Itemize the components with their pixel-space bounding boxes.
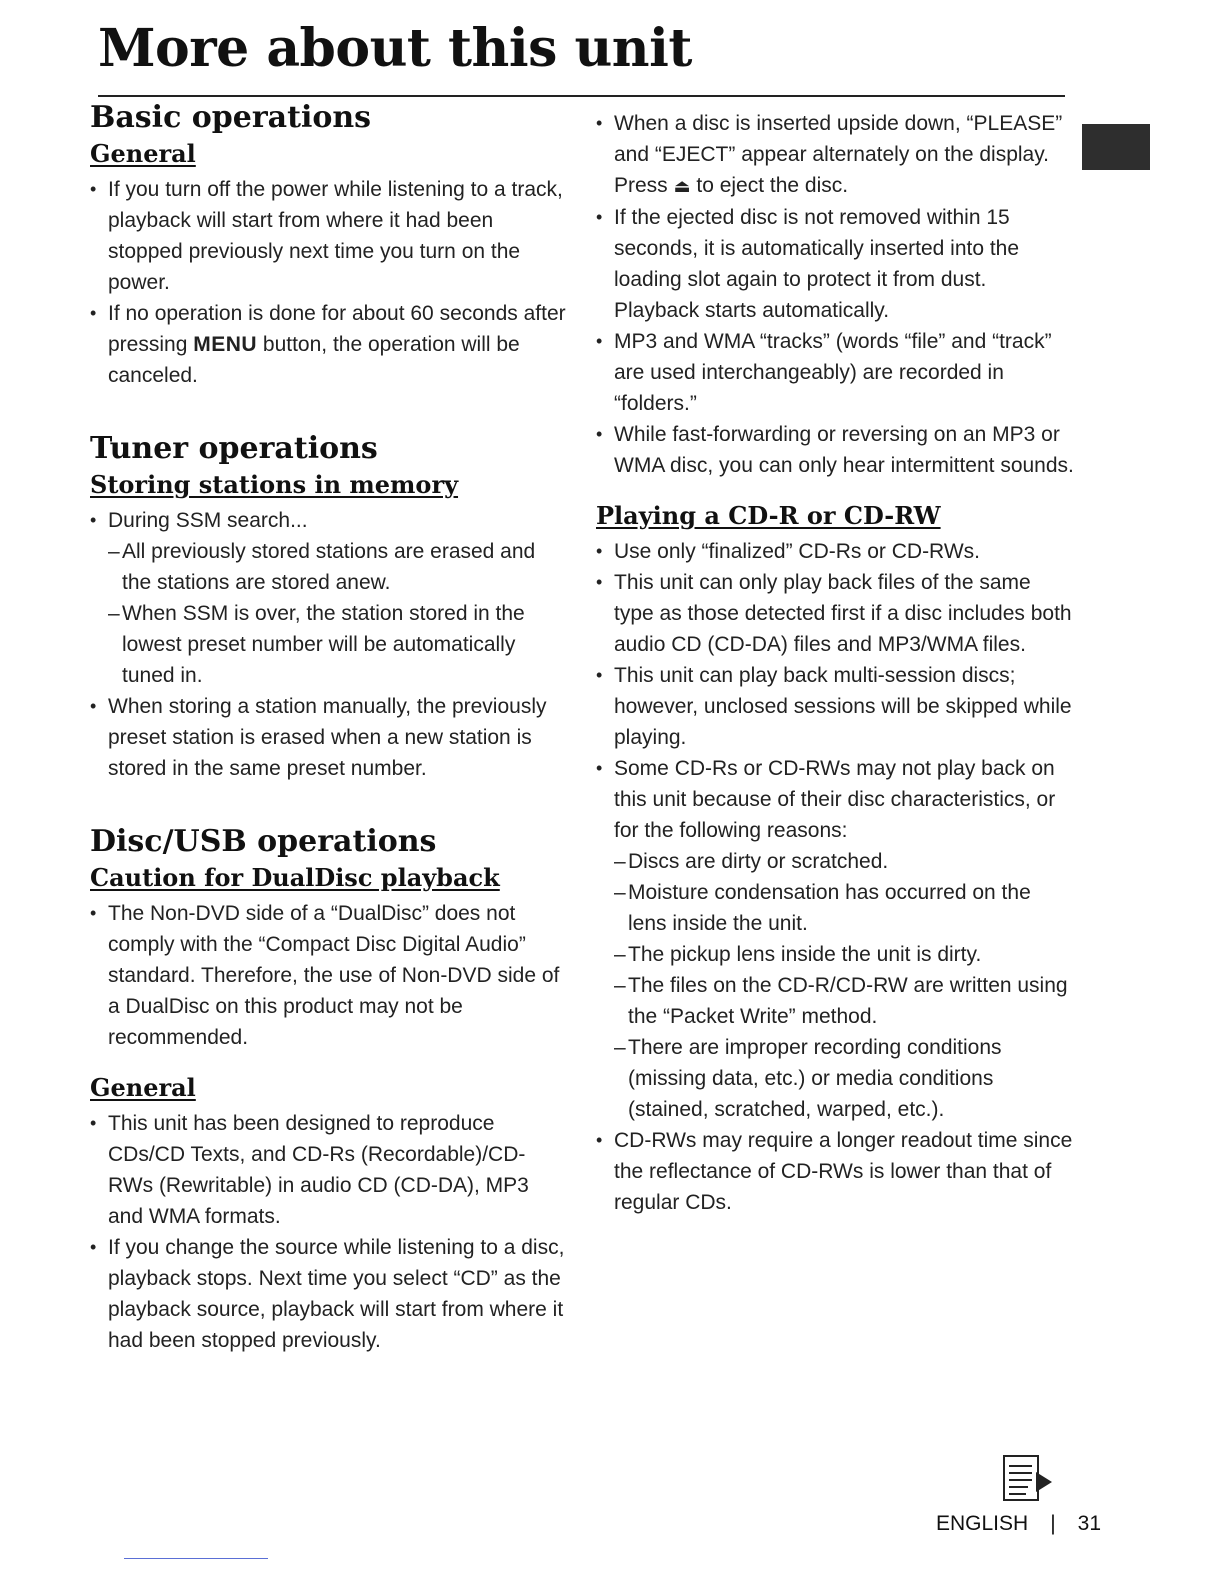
sub-list-item: – The pickup lens inside the unit is dirty. — [614, 939, 1074, 970]
left-column — [90, 100, 568, 1356]
sub-list-item: – Moisture condensation has occurred on the lens inside the unit. — [614, 877, 1074, 939]
basic-operations-heading: Basic operations — [90, 100, 372, 135]
basic-general-list — [90, 174, 568, 391]
menu-key-label: MENU — [193, 333, 258, 356]
sub-list — [614, 846, 1074, 1125]
text-segment: If no operation is done for about 60 seconds after pressing — [108, 302, 566, 356]
text-segment: to eject the disc. — [690, 174, 849, 197]
page-number: 31 — [1077, 1512, 1102, 1535]
list-item: • This unit can play back multi-session discs; however, unclosed sessions will be skipped while playing. — [596, 660, 1074, 753]
right-column — [596, 108, 1074, 1218]
cd-r-rw-heading: Playing a CD-R or CD-RW — [596, 501, 941, 530]
page-title: More about this unit — [98, 18, 692, 79]
storing-stations-list — [90, 505, 568, 784]
text-segment: During SSM search... — [108, 509, 308, 532]
list-item: • Use only “finalized” CD-Rs or CD-RWs. — [596, 536, 1074, 567]
disc-notes-list — [596, 108, 1074, 481]
list-item: • The Non-DVD side of a “DualDisc” does not comply with the “Compact Disc Digital Audio” standard. Therefore, the use of Non-DVD side of a DualDisc on this product may not be recommended. — [90, 898, 568, 1053]
sub-list-item: – All previously stored stations are erased and the stations are stored anew. — [108, 536, 568, 598]
list-item: • MP3 and WMA “tracks” (words “file” and “track” are used interchangeably) are recorded in “folders.” — [596, 326, 1074, 419]
basic-general-heading: General — [90, 139, 196, 168]
tuner-operations-heading: Tuner operations — [90, 431, 378, 466]
disc-usb-operations-heading: Disc/USB operations — [90, 824, 437, 859]
text-segment: Some CD-Rs or CD-RWs may not play back on this unit because of their disc characteristics, or for the following reasons: — [614, 757, 1056, 842]
list-item: • When storing a station manually, the previously preset station is erased when a new station is stored in the same preset number. — [90, 691, 568, 784]
list-item — [90, 298, 568, 391]
dualdisc-list — [90, 898, 568, 1053]
storing-stations-heading: Storing stations in memory — [90, 470, 459, 499]
sub-list-item: – When SSM is over, the station stored in the lowest preset number will be automatically tuned in. — [108, 598, 568, 691]
footer-separator: | — [1050, 1512, 1056, 1535]
sub-list-item: – There are improper recording conditions (missing data, etc.) or media conditions (stained, scratched, warped, etc.). — [614, 1032, 1074, 1125]
sub-list-item: – The files on the CD-R/CD-RW are written using the “Packet Write” method. — [614, 970, 1074, 1032]
sub-list — [108, 536, 568, 691]
page-edge-line — [124, 1558, 268, 1559]
list-item — [596, 753, 1074, 1125]
text-segment: button, the operation will be canceled. — [108, 333, 520, 387]
list-item — [90, 505, 568, 691]
disc-general-list — [90, 1108, 568, 1356]
disc-general-heading: General — [90, 1073, 196, 1102]
list-item: • If you turn off the power while listening to a track, playback will start from where it had been stopped previously next time you turn on the power. — [90, 174, 568, 298]
list-item: • If the ejected disc is not removed within 15 seconds, it is automatically inserted into the loading slot again to protect it from dust. Playback starts automatically. — [596, 202, 1074, 326]
next-page-icon — [1000, 1452, 1072, 1506]
text-segment: When a disc is inserted upside down, “PLEASE” and “EJECT” appear alternately on the display. Press — [614, 112, 1063, 197]
cd-r-rw-list — [596, 536, 1074, 1218]
language-label: ENGLISH — [936, 1512, 1029, 1535]
list-item: • This unit can only play back files of the same type as those detected first if a disc includes both audio CD (CD-DA) files and MP3/WMA files. — [596, 567, 1074, 660]
dualdisc-caution-heading: Caution for DualDisc playback — [90, 863, 500, 892]
page-footer — [936, 1512, 1101, 1536]
sub-list-item: – Discs are dirty or scratched. — [614, 846, 1074, 877]
list-item: • If you change the source while listening to a disc, playback stops. Next time you select “CD” as the playback source, playback will start from where it had been stopped previously. — [90, 1232, 568, 1356]
list-item: • While fast-forwarding or reversing on an MP3 or WMA disc, you can only hear intermittent sounds. — [596, 419, 1074, 481]
list-item: • This unit has been designed to reproduce CDs/CD Texts, and CD-Rs (Recordable)/CD-RWs (Rewritable) in audio CD (CD-DA), MP3 and WMA formats. — [90, 1108, 568, 1232]
eject-icon: ⏏ — [673, 176, 691, 196]
list-item — [596, 108, 1074, 202]
title-rule — [98, 95, 1065, 97]
list-item: • CD-RWs may require a longer readout time since the reflectance of CD-RWs is lower than that of regular CDs. — [596, 1125, 1074, 1218]
section-tab-marker — [1082, 124, 1150, 170]
